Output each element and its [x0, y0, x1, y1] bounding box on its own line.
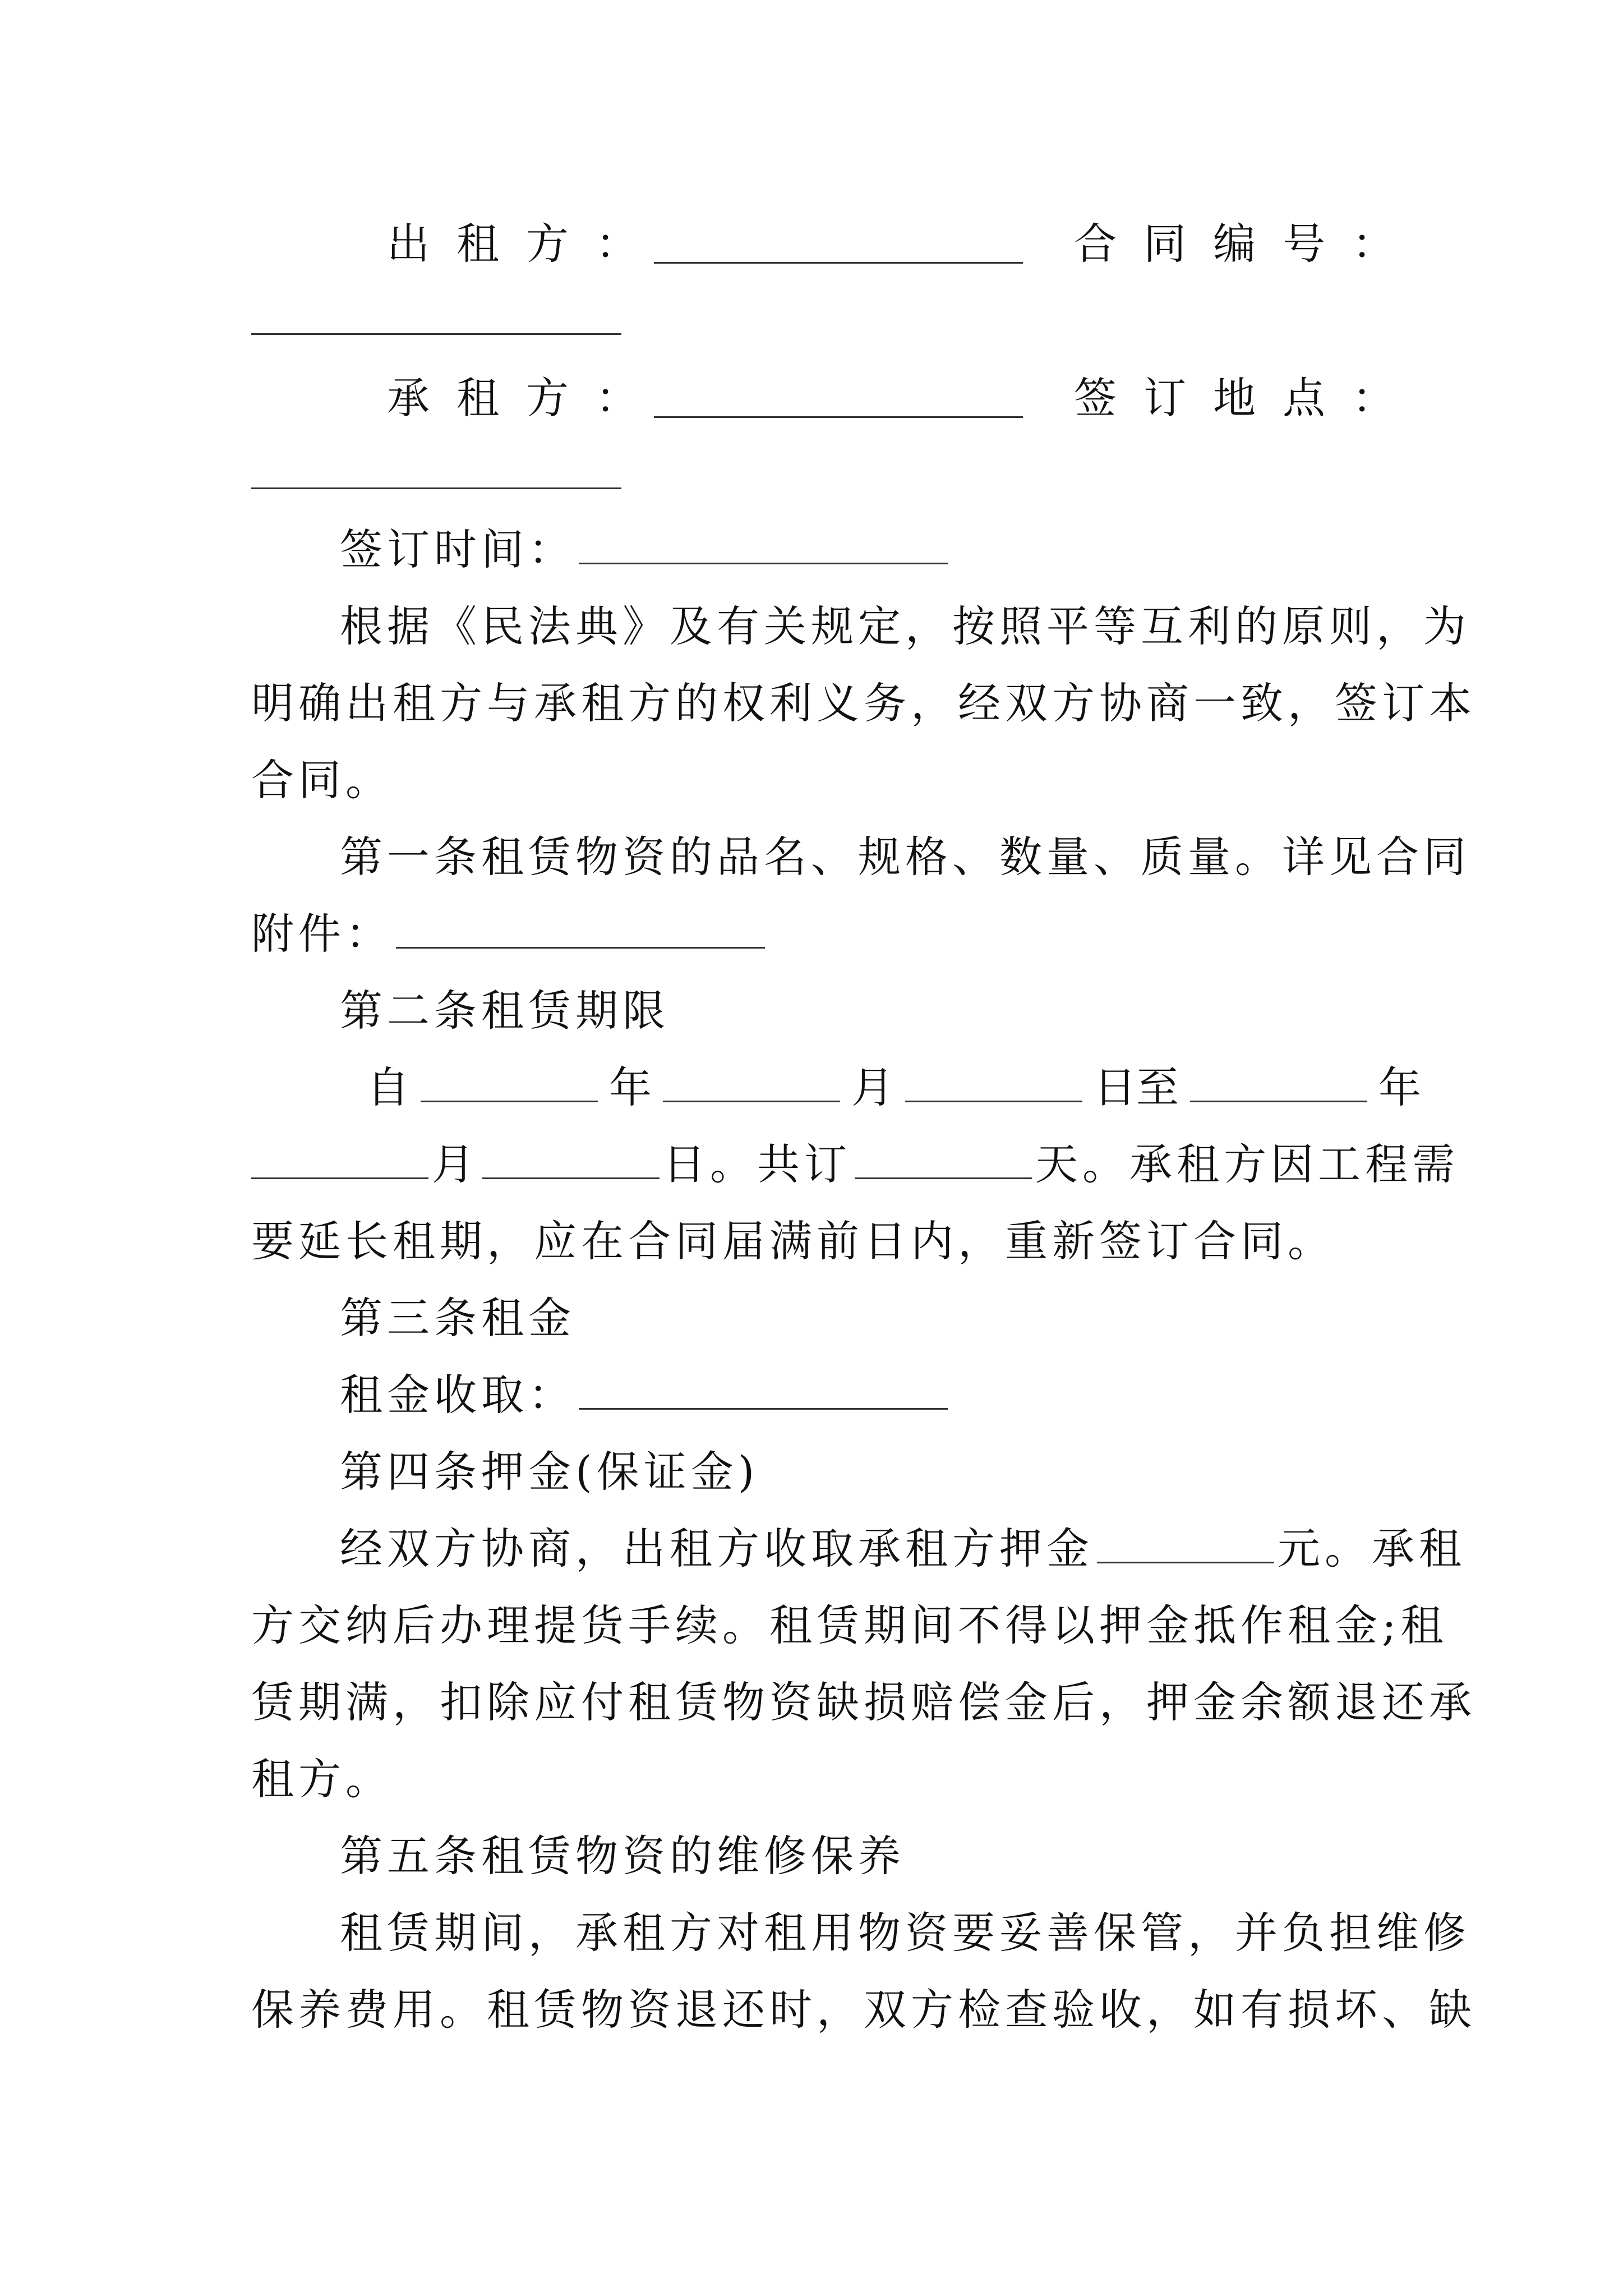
article4-line-4: 租方。 — [251, 1754, 393, 1804]
sign-place-label: 签订地点： — [1074, 373, 1422, 423]
end-year-blank[interactable] — [1190, 1055, 1367, 1102]
day-to-word: 日至 — [1094, 1062, 1179, 1112]
attachment-label: 附件： — [251, 909, 393, 959]
year-word: 年 — [609, 1062, 652, 1112]
sign-place-blank[interactable] — [251, 485, 621, 489]
deposit-row — [340, 1515, 1466, 1582]
sign-time-label: 签订时间： — [340, 524, 575, 574]
article4-title: 第四条押金(保证金) — [340, 1447, 759, 1497]
start-day-blank[interactable] — [905, 1055, 1082, 1102]
rent-collect-row — [340, 1361, 1461, 1429]
attachment-blank[interactable] — [396, 901, 765, 949]
preamble-line-3: 合同。 — [251, 755, 393, 805]
total-days-blank[interactable] — [855, 1131, 1032, 1179]
article5-title: 第五条租赁物资的维修保养 — [340, 1831, 905, 1881]
article2-title: 第二条租赁期限 — [340, 986, 670, 1036]
lease-period-row — [359, 1054, 1421, 1121]
year2-word: 年 — [1378, 1062, 1421, 1112]
lessor-label: 出租方： — [387, 219, 665, 269]
rent-collect-blank[interactable] — [579, 1362, 948, 1410]
article1-line-1: 第一条租赁物资的品名、规格、数量、质量。详见合同 — [340, 832, 1470, 882]
article4-line-3: 赁期满，扣除应付租赁物资缺损赔偿金后，押金余额退还承 — [251, 1677, 1476, 1727]
article5-line-1: 租赁期间，承租方对租用物资要妥善保管，并负担维修 — [340, 1908, 1470, 1958]
lessor-blank[interactable] — [654, 216, 1023, 264]
sign-time-blank[interactable] — [579, 517, 948, 564]
rent-collect-label: 租金收取： — [340, 1370, 575, 1420]
lessee-row — [387, 365, 1422, 432]
preamble-line-1: 根据《民法典》及有关规定，按照平等互利的原则，为 — [340, 601, 1470, 651]
end-month-blank[interactable] — [251, 1131, 428, 1179]
deposit-text: 经双方协商，出租方收取承租方押金 — [340, 1524, 1094, 1573]
lessor-row — [387, 210, 1422, 278]
article3-title: 第三条租金 — [340, 1293, 575, 1343]
article5-line-2: 保养费用。租赁物资退还时，双方检查验收，如有损坏、缺 — [251, 1985, 1476, 2035]
deposit-tail: 元。承租 — [1278, 1524, 1466, 1573]
contract-no-blank[interactable] — [251, 331, 621, 335]
month-word: 月 — [851, 1062, 894, 1112]
lessee-label: 承租方： — [387, 373, 665, 423]
contract-no-label: 合同编号： — [1074, 219, 1422, 269]
preamble-line-2: 明确出租方与承租方的权利义务，经双方协商一致，签订本 — [251, 678, 1476, 728]
from-word: 自 — [367, 1062, 409, 1112]
article4-line-2: 方交纳后办理提货手续。租赁期间不得以押金抵作租金;租 — [251, 1600, 1448, 1650]
lessee-blank[interactable] — [654, 370, 1023, 418]
end-day-blank[interactable] — [482, 1131, 660, 1179]
start-month-blank[interactable] — [663, 1055, 840, 1102]
lease-period-row-2 — [251, 1131, 1459, 1198]
extension-text: 天。承租方因工程需 — [1035, 1139, 1459, 1189]
article1-line-2 — [251, 900, 1373, 968]
deposit-amount-blank[interactable] — [1097, 1516, 1274, 1563]
day-total-word: 日。共订 — [663, 1139, 851, 1189]
month2-word: 月 — [432, 1139, 479, 1189]
article2-line-3: 要延长租期，应在合同届满前日内，重新签订合同。 — [251, 1216, 1335, 1266]
start-year-blank[interactable] — [421, 1055, 598, 1102]
sign-time-row — [340, 516, 1461, 583]
